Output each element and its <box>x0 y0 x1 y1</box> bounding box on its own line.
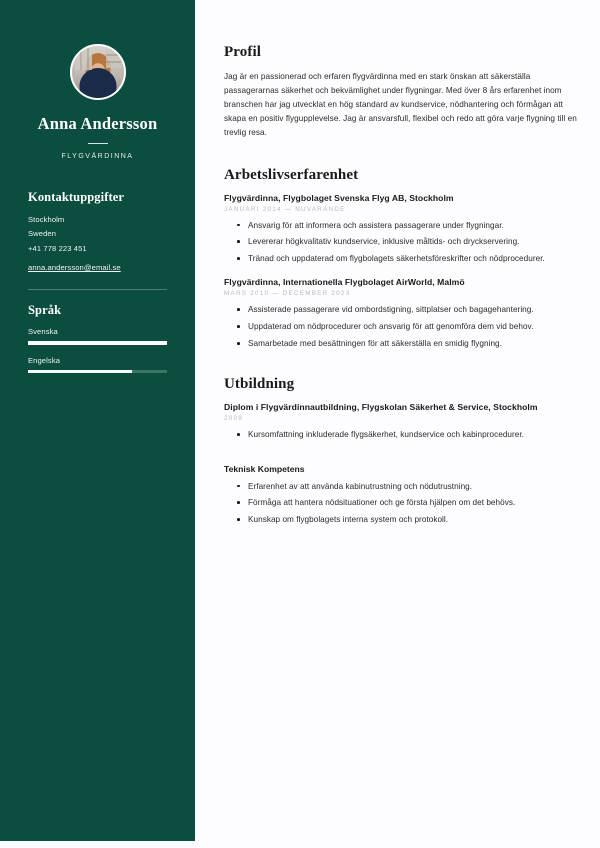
education-entry <box>224 402 582 441</box>
list-item: Kunskap om flygbolagets interna system och protokoll. <box>248 513 582 526</box>
experience-entry-bullets <box>224 219 582 266</box>
languages-heading-text: Språk <box>28 303 62 318</box>
list-item: Uppdaterad om nödprocedurer och ansvarig för att genomföra dem vid behov. <box>248 320 582 333</box>
education-entry-title: Diplom i Flygvärdinnautbildning, Flygskolan Säkerhet & Service, Stockholm <box>224 402 538 413</box>
contact-city: Stockholm <box>28 214 65 224</box>
avatar-container <box>28 44 167 100</box>
experience-entry-title: Flygvärdinna, Internationella Flygbolaget AirWorld, Malmö <box>224 277 465 288</box>
skills-section <box>224 464 582 527</box>
languages-heading <box>28 303 167 318</box>
list-item: Kursomfattning inkluderade flygsäkerhet, kundservice och kabinprocedurer. <box>248 428 582 441</box>
language-label: Engelska <box>28 355 61 365</box>
contact-email-link[interactable]: anna.andersson@email.se <box>28 263 121 273</box>
name-divider <box>88 143 108 144</box>
experience-entry-title: Flygvärdinna, Flygbolaget Svenska Flyg AB, Stockholm <box>224 192 454 203</box>
list-item: Samarbetade med besättningen för att säkerställa en smidig flygning. <box>248 337 582 350</box>
contact-phone[interactable]: +41 778 223 451 <box>28 243 87 253</box>
experience-entry <box>224 193 582 266</box>
language-level-fill <box>28 370 132 374</box>
list-item: Assisterade passagerare vid ombordstigning, sittplatser och bagagehantering. <box>248 303 582 316</box>
section-heading-skills: Teknisk Kompetens <box>224 463 305 474</box>
contact-heading-text: Kontaktuppgifter <box>28 189 125 204</box>
language-label: Svenska <box>28 327 58 337</box>
sidebar <box>0 0 195 841</box>
education-entry-bullets <box>224 428 582 441</box>
profile-text: Jag är en passionerad och erfaren flygvärdinna med en stark önskan att säkerställa passagerarnas säkerhet och bekvämlighet under flygningar. Med över 8 års erfarenhet inom branschen har jag utvecklat en hög standard av kundservice, nödhantering och förmågan att skapa en positiv flygupplevelse. Jag är ansvarsfull, flexibel och redo att göra varje flygning till en trevlig resa. <box>224 72 577 138</box>
avatar <box>70 44 126 100</box>
profile-photo-icon <box>72 46 124 98</box>
list-item: Förmåga att hantera nödsituationer och ge första hjälpen om det behövs. <box>248 496 582 509</box>
candidate-job-title: FLYGVÄRDINNA <box>61 152 134 160</box>
section-heading-experience: Arbetslivserfarenhet <box>224 166 359 183</box>
language-level-fill <box>28 341 167 345</box>
list-item: Levererar högkvalitativ kundservice, inklusive måltids- och dryckservering. <box>248 235 582 248</box>
list-item: Erfarenhet av att använda kabinutrustning och nödutrustning. <box>248 480 582 493</box>
experience-entry-date: MARS 2010 — DECEMBER 2023 <box>224 290 351 298</box>
experience-entry-bullets <box>224 303 582 350</box>
candidate-name: Anna Andersson <box>37 114 158 133</box>
contact-heading <box>28 190 167 205</box>
language-item-engelska <box>28 356 167 374</box>
language-item-svenska <box>28 327 167 345</box>
education-entry-date: 2009 <box>224 415 244 423</box>
skills-bullets <box>224 480 582 527</box>
language-level-track <box>28 370 167 374</box>
experience-entry <box>224 277 582 350</box>
language-level-track <box>28 341 167 345</box>
sidebar-divider <box>28 289 167 290</box>
contact-country: Sweden <box>28 229 57 239</box>
list-item: Ansvarig för att informera och assistera passagerare under flygningar. <box>248 219 582 232</box>
section-heading-education: Utbildning <box>224 376 295 393</box>
main-content <box>195 0 600 848</box>
list-item: Tränad och uppdaterad om flygbolagets säkerhetsföreskrifter och nödprocedurer. <box>248 252 582 265</box>
section-heading-profile: Profil <box>224 44 261 60</box>
experience-entry-date: JANUARI 2014 — NUVARANDE <box>224 205 346 213</box>
